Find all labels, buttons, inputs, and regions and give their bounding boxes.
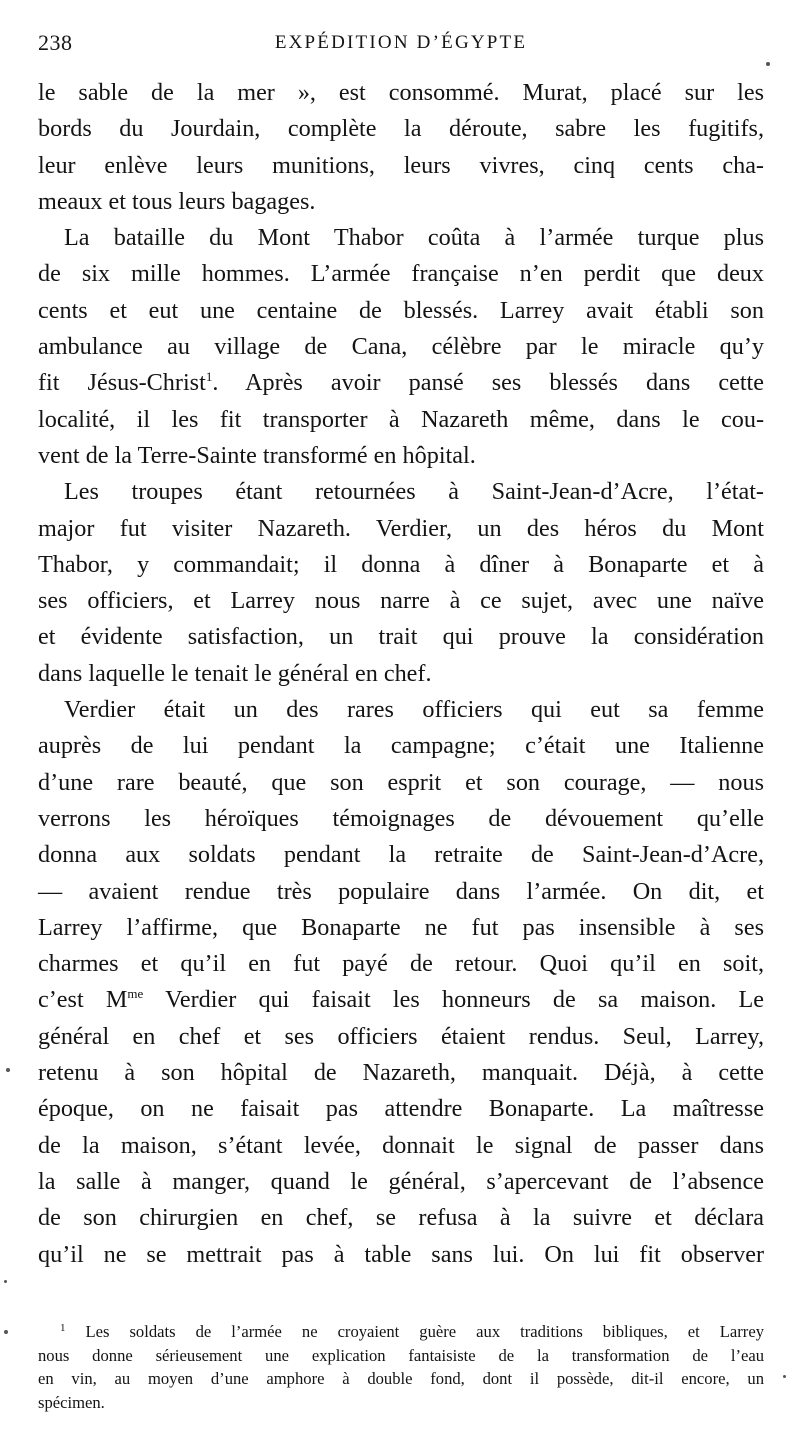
page-number: 238 [38,30,73,55]
text-line: le sable de la mer », est consommé. Murat, placé sur les [38,79,764,106]
text-line: la salle à manger, quand le général, s’apercevant de l’absence [38,1167,764,1195]
footnote-mark: 1 [60,1322,66,1334]
text-line: La bataille du Mont Thabor coûta à l’armée turque plus [64,224,764,252]
text-line: dans laquelle le tenait le général en chef. [38,659,432,687]
text-line: meaux et tous leurs bagages. [38,187,316,215]
text-line: ambulance au village de Cana, célèbre par le miracle qu’y [38,333,764,361]
text-line: Verdier était un des rares officiers qui eut sa femme [64,696,764,724]
text-segment: fit Jésus-Christ [38,369,206,397]
footnote-line: spécimen. [38,1392,105,1412]
print-speck [783,1375,786,1378]
footnote-line: en vin, au moyen d’une amphore à double fond, dont il possède, dit-il encore, un [38,1369,764,1388]
text-line: cents et eut une centaine de blessés. Larrey avait établi son [38,296,764,324]
superscript: me [127,986,144,1002]
text-segment: Verdier qui faisait les honneurs de sa maison. Le [143,986,764,1014]
running-title: EXPÉDITION D’ÉGYPTE [274,32,528,53]
text-line: charmes et qu’il en fut payé de retour. Quoi qu’il en soit, [38,950,764,978]
text-line: époque, on ne faisait pas attendre Bonaparte. La maîtresse [38,1095,764,1123]
text-line: bords du Jourdain, complète la déroute, sabre les fugitifs, [38,115,764,143]
text-line: — avaient rendue très populaire dans l’armée. On dit, et [38,877,764,905]
text-line: Thabor, y commandait; il donna à dîner à Bonaparte et à [38,550,764,578]
text-segment: Les soldats de l’armée ne croyaient guère aux traditions bibliques, et Larrey [65,1322,764,1341]
text-line: Larrey l’affirme, que Bonaparte ne fut pas insensible à ses [38,913,764,941]
footnote-reference: 1 [205,369,213,385]
text-line: localité, il les fit transporter à Nazareth même, dans le cou- [38,405,764,433]
print-speck [4,1280,7,1283]
text-line: auprès de lui pendant la campagne; c’était une Italienne [38,732,764,760]
text-line: verrons les héroïques témoignages de dévouement qu’elle [38,804,764,832]
print-speck [4,1330,8,1334]
text-line-with-superscript [38,982,764,1018]
text-line: vent de la Terre-Sainte transformé en hôpital. [38,441,476,469]
running-head [38,30,764,60]
text-line: d’une rare beauté, que son esprit et son courage, — nous [38,768,764,796]
text-line: qu’il ne se mettrait pas à table sans lui. On lui fit observer [38,1240,764,1268]
print-speck [766,62,770,66]
text-line: général en chef et ses officiers étaient rendus. Seul, Larrey, [38,1022,764,1050]
body-text [38,75,764,1273]
text-line: de la maison, s’étant levée, donnait le signal de passer dans [38,1131,764,1159]
text-segment: c’est M [38,986,128,1014]
text-line: Les troupes étant retournées à Saint-Jean-d’Acre, l’état- [64,478,764,506]
text-line: ses officiers, et Larrey nous narre à ce sujet, avec une naïve [38,587,764,615]
print-speck [6,1068,10,1072]
footnote-line [38,1320,764,1344]
footnote [38,1320,764,1414]
text-segment: . Après avoir pansé ses blessés dans cette [212,369,764,397]
text-line: donna aux soldats pendant la retraite de Saint-Jean-d’Acre, [38,841,764,869]
text-line-with-footnote-ref [38,365,764,401]
text-line: retenu à son hôpital de Nazareth, manquait. Déjà, à cette [38,1059,764,1087]
book-page [38,0,764,1438]
footnote-line: nous donne sérieusement une explication fantaisiste de la transformation de l’eau [38,1345,764,1365]
text-line: de six mille hommes. L’armée française n’en perdit que deux [38,260,764,288]
text-line: de son chirurgien en chef, se refusa à la suivre et déclara [38,1204,764,1232]
text-line: et évidente satisfaction, un trait qui prouve la considération [38,623,764,651]
text-line: leur enlève leurs munitions, leurs vivres, cinq cents cha- [38,151,764,179]
text-line: major fut visiter Nazareth. Verdier, un des héros du Mont [38,514,764,542]
